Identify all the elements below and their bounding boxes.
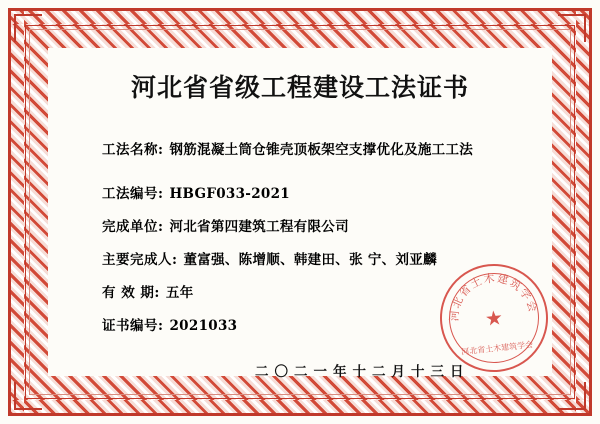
- field-label-validity-period: 有 效 期:: [102, 285, 160, 301]
- corner-ornament-bottom-left: [14, 382, 42, 410]
- field-row-validity-period: [102, 281, 560, 301]
- certificate-content: [40, 38, 560, 386]
- corner-ornament-top-left: [14, 14, 42, 42]
- field-value-main-contributors: 董富强、陈增顺、韩建田、张 宁、刘亚麟: [183, 252, 437, 268]
- field-value-certificate-number: 2021033: [169, 318, 238, 334]
- field-value-validity-period: 五年: [165, 285, 194, 301]
- field-row-method-name: [102, 138, 560, 158]
- field-value-method-number: HBGF033-2021: [169, 186, 290, 202]
- seal-bottom-text: 河北省土木建筑学会: [460, 340, 534, 357]
- field-label-main-contributors: 主要完成人:: [102, 252, 178, 268]
- field-label-method-number: 工法编号:: [102, 186, 164, 202]
- certificate-fields: [40, 138, 560, 334]
- svg-text:河北省土木建筑学会: 河北省土木建筑学会: [447, 271, 540, 322]
- field-row-main-contributors: [102, 248, 560, 268]
- field-label-completing-unit: 完成单位:: [102, 219, 164, 235]
- field-label-method-name: 工法名称:: [102, 142, 164, 158]
- certificate-title: 河北省省级工程建设工法证书: [130, 73, 469, 102]
- corner-ornament-bottom-right: [558, 382, 586, 410]
- issue-date: 二〇二一年十二月十三日: [255, 364, 470, 380]
- corner-ornament-top-right: [558, 14, 586, 42]
- field-row-completing-unit: [102, 215, 560, 235]
- field-row-certificate-number: [102, 314, 560, 334]
- field-row-method-number: [102, 182, 560, 202]
- seal-star-icon: ★: [483, 305, 505, 331]
- field-value-completing-unit: 河北省第四建筑工程有限公司: [169, 219, 349, 235]
- field-value-method-name: 钢筋混凝土筒仓锥壳顶板架空支撑优化及施工工法: [169, 142, 474, 158]
- field-label-certificate-number: 证书编号:: [102, 318, 164, 334]
